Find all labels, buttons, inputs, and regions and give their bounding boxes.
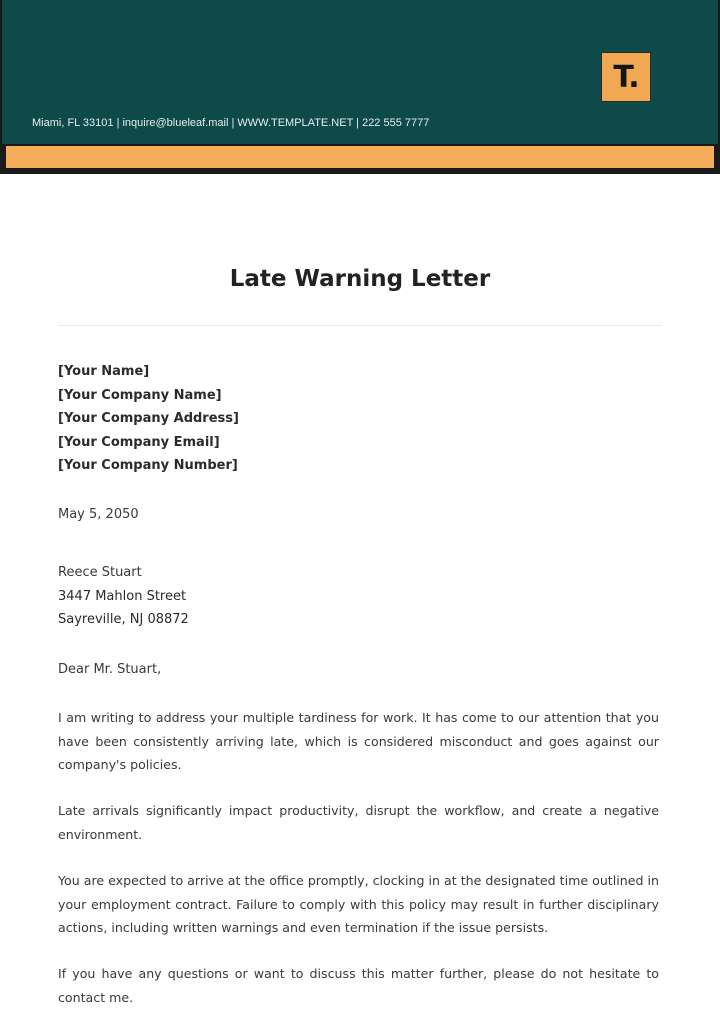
body-paragraph: You are expected to arrive at the office promptly, clocking in at the designated time outlined in your employment contract. Failure to comply with this policy may result in further disciplinary actions, including written warnings and even termination if the issue persists.	[58, 873, 659, 935]
letter-title: Late Warning Letter	[229, 266, 491, 292]
letter-date: May 5, 2050	[58, 507, 139, 522]
sender-company-email: [Your Company Email]	[58, 434, 220, 450]
letterhead-accent-stripe	[6, 146, 714, 168]
body-paragraph: Late arrivals significantly impact productivity, disrupt the workflow, and create a negative environment.	[58, 803, 659, 842]
recipient-street: 3447 Mahlon Street	[58, 588, 187, 604]
sender-company-number: [Your Company Number]	[58, 458, 238, 473]
body-paragraph: If you have any questions or want to discuss this matter further, please do not hesitate to contact me.	[58, 966, 659, 1005]
recipient-city: Sayreville, NJ 08872	[58, 612, 189, 627]
sender-block	[58, 360, 239, 478]
salutation: Dear Mr. Stuart,	[58, 662, 162, 677]
contact-line: Miami, FL 33101 | inquire@blueleaf.mail | WWW.TEMPLATE.NET | 222 555 7777	[32, 117, 430, 129]
body-paragraph: I am writing to address your multiple tardiness for work. It has come to our attention that you have been consistently arriving late, which is considered misconduct and goes against our company's policies.	[58, 710, 659, 772]
letterhead	[0, 0, 720, 174]
recipient-name: Reece Stuart	[58, 565, 142, 580]
title-divider	[58, 325, 662, 326]
recipient-block	[58, 561, 189, 632]
sender-company-address: [Your Company Address]	[58, 411, 239, 426]
company-logo: T.	[601, 52, 651, 102]
sender-company-name: [Your Company Name]	[58, 387, 222, 403]
sender-name: [Your Name]	[58, 364, 150, 379]
